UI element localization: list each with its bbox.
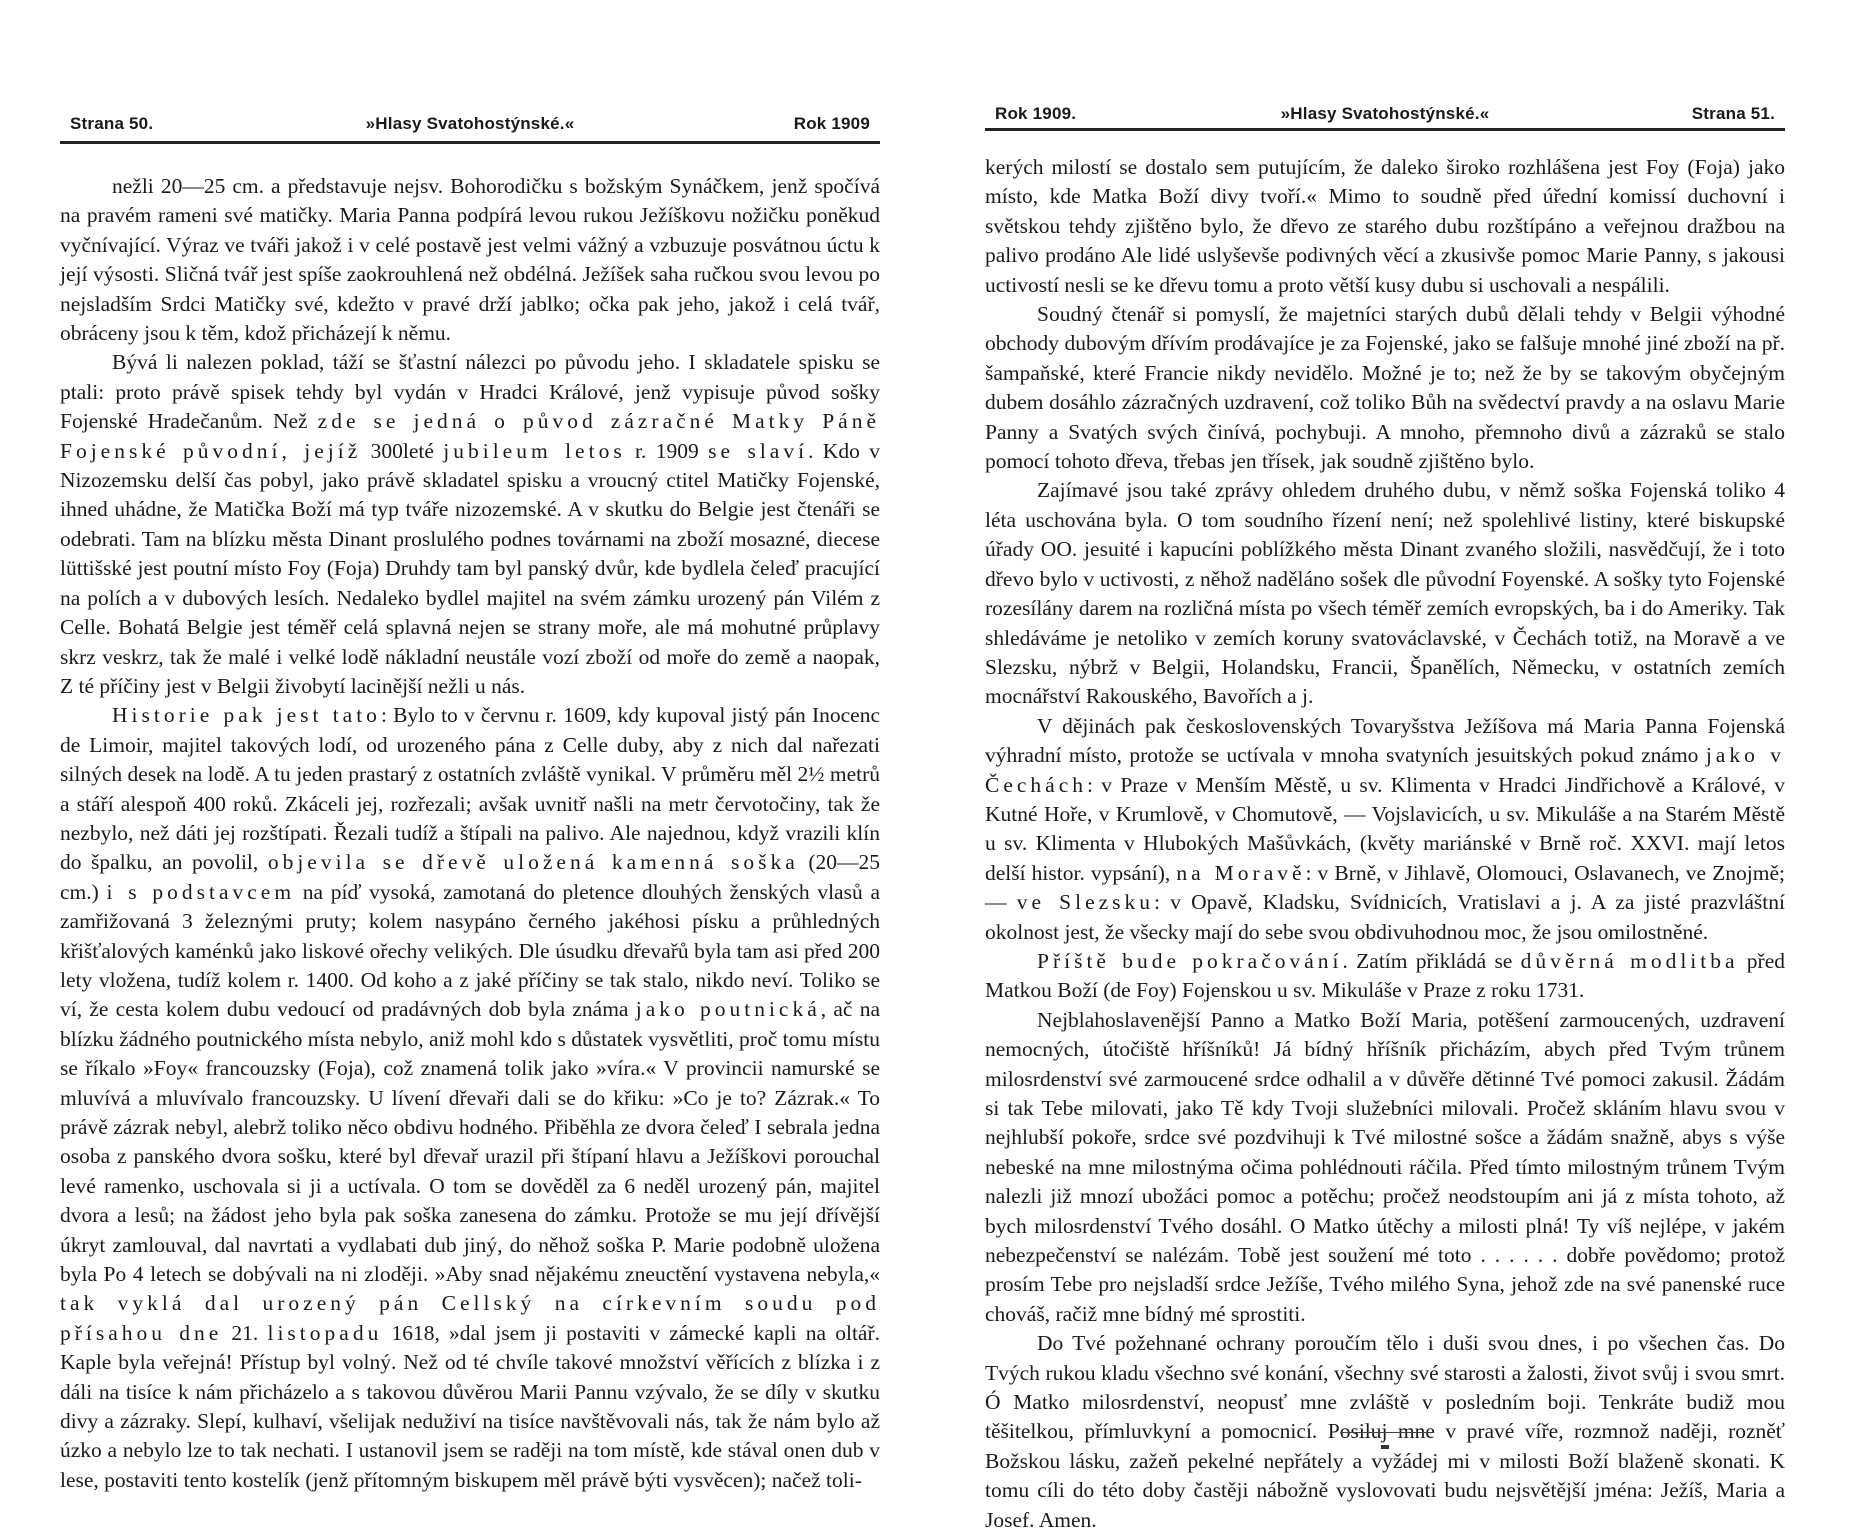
text-run: před Matkou Boží (de Foy) Fojenskou u sv. Mikuláše v Praze z roku 1731. (985, 948, 1785, 1003)
text-run: kerých milostí se dostalo sem putujícím, že daleko široko rozhlášena jest Foy (Foja) jako místo, kde Matka Boží divy tvoří.« Mimo to soudně před úřední komissí duchovní i světskou tehdy zjištěno bylo, že dřevo ze starého dubu rozštípáno a veřejnou dražbou na palivo prodáno Ale lidé uslyševše podivných věcí a zkusivše pomoc Marie Panny, s jakousi uctivostí nesli se ke dřevu tomu a proto větší kusy dubu si uschovali a nespálili. (985, 155, 1785, 297)
article-body (985, 153, 1785, 1535)
emphasized-text: Historie pak jest tato (112, 703, 381, 728)
text-run: nežli 20—25 cm. a představuje nejsv. Bohorodičku s božským Synáčkem, jenž spočívá na pravém rameni své matičky. Maria Panna podpírá levou rukou Ježíškovu nožičku poněkud vyčnívající. Výraz ve tváři jakož i v celé postavě jest velmi vážný a vzbuzuje posvátnou úctu k její výsosti. Sličná tvář jest spíše zaokrouhlená než obdélná. Ježíšek saha ručkou svou levou po nejsladším Srdci Matičky své, kdežto v pravé drží jablko; očka pak jeho, jakož i celá tvář, obráceny jsou k těm, kdož přicházejí k němu. (60, 174, 880, 346)
emphasized-text: na Moravě (1176, 860, 1306, 885)
end-mark (1381, 1445, 1389, 1449)
journal-title: »Hlasy Svatohostýnské.« (1280, 104, 1490, 123)
issue-year: Rok 1909 (793, 114, 870, 133)
text-run: Bývá li nalezen poklad, táží se šťastní nálezci po původu jeho. I skladatele spisku se ptali: proto právě spisek tehdy byl vydán v Hradci Králové, jenž vypisuje původ sošky Fojenské Hradečanům. Než (60, 350, 880, 434)
paragraph (985, 1006, 1785, 1329)
paragraph (985, 712, 1785, 947)
page-number: Strana 51. (1691, 104, 1775, 123)
text-run: : v Opavě, Kladsku, Svídnicích, Vratislavi a j. A za jisté prazvláštní okolnost jest, že všecky mají do sebe svou obdivuhodnou moc, že jsou omilostněné. (985, 890, 1785, 944)
text-run: Do Tvé požehnané ochrany poroučím tělo i duši svou dnes, i po všechen čas. Do Tvých rukou kladu všechno své konání, všechny své starosti a žalosti, život svůj i svou smrt. Ó Matko milosrdenství, neopusť mne zvláště v posledním boji. Tenkráte budiž mou těšitelkou, přímluvkyní a pomocnicí. Posiluj mne v pravé víře, rozmnož naději, rozněť Božskou lásku, zažeň pekelné nepřátely a vyžádej mi v milosti Boží blaženě skonati. K tomu cíli do této doby častěji nábožně vyslovovati budu nejsvětější jména: Ježíš, Maria a Josef. Amen. (985, 1331, 1785, 1532)
text-run: (20—25 cm.) (60, 850, 880, 904)
text-run: : Bylo to v červnu r. 1609, kdy kupoval jistý pán Inocenc de Limoir, majitel takových lodí, od urozeného pána z Celle duby, aby z nich dal nařezati silných desek na lodě. A tu jeden prastarý z ostatních zvláště vynikal. V průměru měl 2½ metrů a stáří alespoň 400 roků. Zkáceli jej, rozřezali; avšak uvnitř našli na metr červotočiny, tak že nezbylo, než dáti jej rozštípati. Řezali tudíž a štípali na palivo. Ale najednou, když vrazili klín do špalku, an povolil, (60, 703, 880, 875)
page-number: Strana 50. (70, 114, 154, 133)
emphasized-text: se slaví (708, 438, 809, 463)
emphasized-text: tak vyklá dal urozený pán Cellský na církevním soudu pod přísahou dne (60, 1291, 880, 1345)
emphasized-text: ve Slezsku (1016, 890, 1155, 915)
issue-year: Rok 1909. (995, 104, 1077, 123)
text-run: na píď vysoká, zamotaná do pletence dlouhých ženských vlasů a zamřižovaná 3 železnými pruty; kolem nasypáno černého jakéhosi písku a průhledných křišťalových kaménků jako liskové ořechy velikých. Dle úsudku dřevařů byla tam asi před 200 lety vložena, tudíž kolem r. 1400. Od koho a z jaké příčiny se tak stalo, nikdo neví. Toliko se ví, že cesta kolem dubu vedoucí od pradávných dob byla známa (60, 879, 880, 1022)
text-run: Soudný čtenář si pomyslí, že majetníci starých dubů dělali tehdy v Belgii výhodné obchody dubovým dřívím prodávajíce je za Fojenské, jako se falšuje mnohé jiné zboží na př. šampaňské, které Francie nikdy nevidělo. Možné je to; než že by se takovým obyčejným dubem dosáhlo zázračných uzdravení, což toliko Bůh na svědectví pravdy a na oslavu Marie Panny a Svatých svých činívá, pochybuji. A mnoho, přemnoho divů a zázraků se stalo pomocí tohoto dřeva, třebas jen třísek, jak soudně zjištěno bylo. (985, 302, 1785, 474)
emphasized-text: jako poutnická (635, 997, 821, 1022)
emphasized-text: jubileum letos (443, 438, 626, 463)
end-rule (1340, 1432, 1430, 1433)
paragraph (60, 701, 880, 1495)
emphasized-text: důvěrná modlitba (1520, 948, 1739, 973)
header-rule (60, 141, 880, 144)
page-header (985, 104, 1785, 144)
emphasized-text: listopadu (267, 1320, 383, 1345)
text-run: Zajímavé jsou také zprávy ohledem druhého dubu, v němž soška Fojenská toliko 4 léta uschována byla. O tom soudního řízení není; než spolehlivé listiny, které biskupské úřady OO. jesuité i kapucíni poblížkého města Dinant zvaného složili, nasvědčují, že i toto dřevo bylo v uctivosti, z něhož naděláno sošek dle původní Foyenské. A sošky tyto Fojenské rozesílány darem na rozličná místa po všech téměř zemích evropských, ba i do Ameriky. Tak shledáváme je netoliko v zemích koruny svatováclavské, v Čechách totiž, na Moravě a ve Slezsku, nýbrž v Belgii, Holandsku, Francii, Španělích, Německu, v ostatních zemích mocnářství Rakouského, Bavořích a j. (985, 478, 1785, 709)
paragraph (60, 172, 880, 348)
text-run: . Kdo v Nizozemsku delší čas pobyl, jako právě skladatel spisku a vroucný ctitel Matičky Fojenské, ihned uhádne, že Matička Boží má typ tváře nizozemské. A v skutku do Belgie jest čtenáři se odebrati. Tam na blízku města Dinant proslulého podnes továrnami na zboží mosazné, diecese lüttišské jest poutní místo Foy (Foja) Druhdy tam byl panský dvůr, kde bydlela čeleď pracující na polích a v dubových lesích. Nedaleko bydlel majitel na svém zámku urozený pán Vilém z Celle. Bohatá Belgie jest téměř celá splavná nejen se strany moře, ale má mohutné průplavy skrz veskrz, tak že malé i velké lodě nákladní neustále vozí zboží od moře do země a naopak, Z té příčiny jest v Belgii živobytí lacinější nežli u nás. (60, 438, 880, 698)
text-run: , ač na blízku žádného poutnického místa nebylo, aniž mohl kdo s důstatek vysvětliti, proč tomu místu se říkalo »Foy« francouzsky (Foja), což znamená tolik jako »víra.« V provincii namurské se mluvívá a mluvívalo francouzsky. U lívení dřevaři dali se do křiku: »Co je to? Zázrak.« To právě zázrak nebyl, alebrž toliko něco obdivu hodného. Přiběhla ze dvora čeleď I sebrala jedna osoba z panského dvora sošku, které byl dřevař urazil při štípaní hlavu a Ježíškovi porouchal levé ramenko, uschovala si ji a uctívala. O tom se dověděl za 6 neděl urozený pán, majitel dvora a lesů; na žádost jeho byla pak soška zanesena do zámku. Protože se mu její dřívější úkryt zamlouval, dal navrtati a vydlabati dub jiný, do něhož soška P. Marie podobně uložena byla Po 4 letech se dobývali na ni zloději. »Aby snad nějakému zneuctění vystavena nebyla,« (60, 997, 880, 1287)
emphasized-text: Příště bude pokračování (1037, 948, 1343, 973)
text-run: Nejblahoslavenější Panno a Matko Boží Maria, potěšení zarmoucených, uzdravení nemocných, útočiště hříšníků! Já bídný hříšník přicházím, abych před Tvým trůnem milosrdenství své zarmoucené srdce odhalil a v důvěře dětinné Tvé pomoci zakusil. Žádám si tak Tebe milovati, jako Tě kdy Tvoji služebníci milovali. Pročež skláním hlavu svou v nejhlubší pokoře, srdce své pozdvihuji k Tvé milostné sošce a žádám snažně, abys s výše nebeské na mne milostnýma očima pohlédnouti ráčila. Před tímto milostným trůnem Tvým nalezli již mnozí ubožáci pomoc a potěchu; pročež neodstoupím ani já z místa tohoto, až bych milosrdenství Tvého dosáhl. O Matko útěchy a milosti plná! Ty víš nejlépe, v jakém nebezpečenství se nalézám. Tobě jest soužení mé toto . . . . . . dobře povědomo; protož prosím Tebe pro nejsladší srdce Ježíše, Tvého milého Syna, jehož zde na své panenské ruce chováš, račiž mne bídný mé sprostiti. (985, 1007, 1785, 1326)
emphasized-text: i s podstavcem (106, 879, 296, 904)
text-run: 1618, »dal jsem ji postaviti v zámecké kapli na oltář. Kaple byla veřejná! Přístup byl volný. Než od té chvíle takové množství věřících z blízka i z dáli na tisíce k nám přicházelo a s takovou důvěrou Marii Pannu vzývalo, že se díly v skutku divy a zázraky. Slepí, kulhaví, všelijak neduživí na tisíce navštěvovali nás, tak že nám bylo až úzko a nebylo lze to tak nechati. I ustanovil jsem se raději na tom místě, kde stával onen dub v lese, postaviti tento kostelík (jenž přítomným biskupem měl právě býti vysvěcen); načež toli- (60, 1320, 881, 1492)
emphasized-text: zde se jedná o původ zázračné Matky Páně Fojenské původní, jejíž (60, 409, 881, 463)
journal-title: »Hlasy Svatohostýnské.« (365, 114, 575, 133)
emphasized-text: jako v Čechách (985, 743, 1785, 797)
page-header (60, 104, 880, 144)
text-run: r. 1909 (625, 438, 709, 463)
paragraph (985, 476, 1785, 711)
paragraph (60, 348, 880, 701)
text-run: . Zatím přikládá se (1342, 948, 1521, 973)
article-body (60, 172, 880, 1495)
text-run: : v Brně, v Jihlavě, Olomouci, Oslavanech, ve Znojmě; — (985, 860, 1785, 915)
text-run: 21. (222, 1320, 268, 1345)
text-run: V dějinách pak československých Tovaryšstva Ježíšova má Maria Panna Fojenská výhradní místo, protože se uctívala v mnoha svatyních jesuitských pokud známo (985, 713, 1785, 768)
text-run: 300leté (361, 438, 444, 463)
text-run: : v Praze v Menším Městě, u sv. Klimenta v Hradci Jindřichově a Králové, v Kutné Hoře, v Krumlově, v Chomutově, — Vojslavicích, u sv. Mikuláše a na Starém Městě u sv. Klimenta v Hlubokých Mašůvkách, (květy mariánské v Brně roč. XXVI. mají letos delší histor. vypsání), (985, 772, 1785, 885)
header-rule (985, 128, 1785, 131)
paragraph (985, 153, 1785, 300)
paragraph (985, 300, 1785, 476)
emphasized-text: objevila se dřevě uložená kamenná soška (267, 850, 799, 875)
paragraph (985, 947, 1785, 1006)
